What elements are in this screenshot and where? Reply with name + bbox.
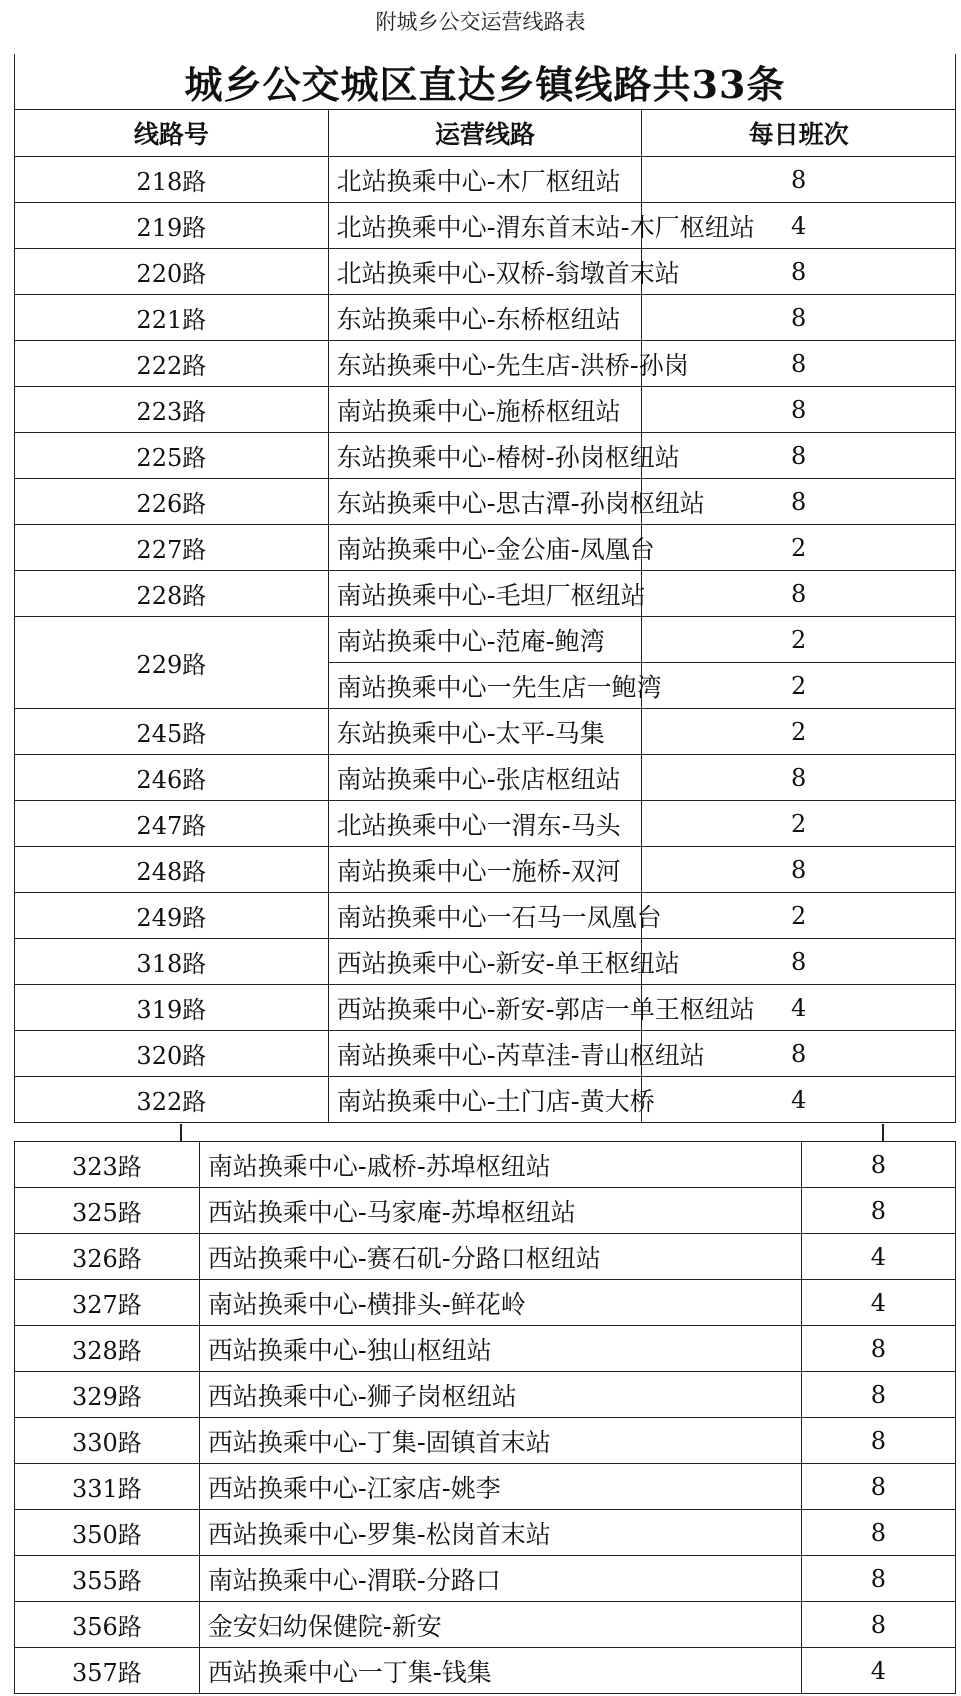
daily-trips: 8 bbox=[801, 1510, 955, 1556]
route-stops: 东站换乘中心-东桥枢纽站 bbox=[328, 295, 642, 341]
route-stops: 南站换乘中心一石马一凤凰台 bbox=[328, 893, 642, 939]
route-number: 327路 bbox=[15, 1280, 200, 1326]
daily-trips: 4 bbox=[801, 1648, 955, 1694]
table-row bbox=[15, 1510, 956, 1556]
table-row bbox=[15, 1142, 956, 1188]
table-row bbox=[15, 1418, 956, 1464]
route-stops: 西站换乘中心-独山枢纽站 bbox=[199, 1326, 801, 1372]
route-number: 350路 bbox=[15, 1510, 200, 1556]
route-number: 220路 bbox=[15, 249, 329, 295]
route-stops: 北站换乘中心-木厂枢纽站 bbox=[328, 157, 642, 203]
table-row bbox=[15, 295, 956, 341]
table-row bbox=[15, 341, 956, 387]
route-stops: 南站换乘中心-芮草洼-青山枢纽站 bbox=[328, 1031, 642, 1077]
daily-trips: 8 bbox=[642, 939, 956, 985]
daily-trips: 8 bbox=[642, 571, 956, 617]
route-stops: 西站换乘中心-新安-郭店一单王枢纽站 bbox=[328, 985, 642, 1031]
daily-trips: 8 bbox=[801, 1556, 955, 1602]
route-stops: 南站换乘中心-土门店-黄大桥 bbox=[328, 1077, 642, 1123]
daily-trips: 4 bbox=[642, 203, 956, 249]
table-row bbox=[15, 801, 956, 847]
table-row bbox=[15, 479, 956, 525]
route-number: 357路 bbox=[15, 1648, 200, 1694]
route-number: 356路 bbox=[15, 1602, 200, 1648]
route-stops: 南站换乘中心-毛坦厂枢纽站 bbox=[328, 571, 642, 617]
table-row bbox=[15, 1077, 956, 1123]
bus-route-table bbox=[14, 54, 956, 1123]
route-number: 325路 bbox=[15, 1188, 200, 1234]
route-stops: 南站换乘中心-金公庙-凤凰台 bbox=[328, 525, 642, 571]
route-stops: 金安妇幼保健院-新安 bbox=[199, 1602, 801, 1648]
route-number: 219路 bbox=[15, 203, 329, 249]
daily-trips: 2 bbox=[642, 663, 956, 709]
daily-trips: 8 bbox=[642, 387, 956, 433]
daily-trips: 8 bbox=[801, 1326, 955, 1372]
route-stops: 南站换乘中心一先生店一鲍湾 bbox=[328, 663, 642, 709]
header-daily-trips: 每日班次 bbox=[642, 110, 956, 157]
table-row bbox=[15, 157, 956, 203]
header-route-no: 线路号 bbox=[15, 110, 329, 157]
route-number: 221路 bbox=[15, 295, 329, 341]
table-row bbox=[15, 1280, 956, 1326]
table-row bbox=[15, 1372, 956, 1418]
table-title: 城乡公交城区直达乡镇线路共33条 bbox=[15, 54, 956, 110]
daily-trips: 2 bbox=[642, 893, 956, 939]
table-row bbox=[15, 1556, 956, 1602]
daily-trips: 4 bbox=[801, 1280, 955, 1326]
route-stops: 西站换乘中心-罗集-松岗首末站 bbox=[199, 1510, 801, 1556]
route-number: 218路 bbox=[15, 157, 329, 203]
daily-trips: 8 bbox=[642, 1031, 956, 1077]
daily-trips: 2 bbox=[642, 709, 956, 755]
route-stops: 西站换乘中心一丁集-钱集 bbox=[199, 1648, 801, 1694]
route-stops: 西站换乘中心-赛石矶-分路口枢纽站 bbox=[199, 1234, 801, 1280]
route-stops: 东站换乘中心-先生店-洪桥-孙岗 bbox=[328, 341, 642, 387]
page-caption: 附城乡公交运营线路表 bbox=[375, 10, 586, 34]
daily-trips: 8 bbox=[801, 1464, 955, 1510]
table-row bbox=[15, 939, 956, 985]
route-stops: 东站换乘中心-思古潭-孙岗枢纽站 bbox=[328, 479, 642, 525]
daily-trips: 4 bbox=[801, 1234, 955, 1280]
daily-trips: 2 bbox=[642, 801, 956, 847]
daily-trips: 8 bbox=[642, 847, 956, 893]
table-row bbox=[15, 1648, 956, 1694]
route-number: 320路 bbox=[15, 1031, 329, 1077]
route-number: 322路 bbox=[15, 1077, 329, 1123]
route-stops: 南站换乘中心-横排头-鲜花岭 bbox=[199, 1280, 801, 1326]
table-edge-mark bbox=[180, 1124, 182, 1142]
route-stops: 南站换乘中心-戚桥-苏埠枢纽站 bbox=[199, 1142, 801, 1188]
daily-trips: 8 bbox=[801, 1418, 955, 1464]
route-stops: 北站换乘中心一渭东-马头 bbox=[328, 801, 642, 847]
daily-trips: 4 bbox=[642, 985, 956, 1031]
table-row bbox=[15, 985, 956, 1031]
route-stops: 西站换乘中心-丁集-固镇首末站 bbox=[199, 1418, 801, 1464]
route-number: 247路 bbox=[15, 801, 329, 847]
route-number: 246路 bbox=[15, 755, 329, 801]
route-stops: 南站换乘中心-范庵-鲍湾 bbox=[328, 617, 642, 663]
daily-trips: 8 bbox=[642, 755, 956, 801]
route-stops: 北站换乘中心-双桥-翁墩首末站 bbox=[328, 249, 642, 295]
route-stops: 东站换乘中心-太平-马集 bbox=[328, 709, 642, 755]
daily-trips: 8 bbox=[642, 295, 956, 341]
table-row bbox=[15, 1464, 956, 1510]
table-row bbox=[15, 1326, 956, 1372]
route-number: 248路 bbox=[15, 847, 329, 893]
header-route: 运营线路 bbox=[328, 110, 642, 157]
daily-trips: 8 bbox=[801, 1372, 955, 1418]
route-number: 245路 bbox=[15, 709, 329, 755]
daily-trips: 8 bbox=[801, 1602, 955, 1648]
route-number: 225路 bbox=[15, 433, 329, 479]
table-row bbox=[15, 571, 956, 617]
table-row bbox=[15, 709, 956, 755]
daily-trips: 2 bbox=[642, 525, 956, 571]
route-stops: 西站换乘中心-马家庵-苏埠枢纽站 bbox=[199, 1188, 801, 1234]
table-row bbox=[15, 1234, 956, 1280]
route-number: 318路 bbox=[15, 939, 329, 985]
table-edge-mark bbox=[882, 1124, 884, 1142]
route-number: 249路 bbox=[15, 893, 329, 939]
route-stops: 北站换乘中心-渭东首末站-木厂枢纽站 bbox=[328, 203, 642, 249]
route-number: 329路 bbox=[15, 1372, 200, 1418]
daily-trips: 2 bbox=[642, 617, 956, 663]
daily-trips: 8 bbox=[801, 1142, 955, 1188]
route-stops: 东站换乘中心-椿树-孙岗枢纽站 bbox=[328, 433, 642, 479]
table-row bbox=[15, 203, 956, 249]
route-number: 331路 bbox=[15, 1464, 200, 1510]
route-number: 223路 bbox=[15, 387, 329, 433]
route-number: 228路 bbox=[15, 571, 329, 617]
route-number: 222路 bbox=[15, 341, 329, 387]
table-row bbox=[15, 433, 956, 479]
daily-trips: 8 bbox=[642, 341, 956, 387]
route-stops: 西站换乘中心-新安-单王枢纽站 bbox=[328, 939, 642, 985]
route-stops: 西站换乘中心-狮子岗枢纽站 bbox=[199, 1372, 801, 1418]
table-row bbox=[15, 387, 956, 433]
table-row bbox=[15, 847, 956, 893]
route-number: 319路 bbox=[15, 985, 329, 1031]
route-stops: 南站换乘中心一施桥-双河 bbox=[328, 847, 642, 893]
daily-trips: 8 bbox=[801, 1188, 955, 1234]
route-number: 229路 bbox=[15, 617, 329, 709]
route-number: 330路 bbox=[15, 1418, 200, 1464]
table-row bbox=[15, 1602, 956, 1648]
route-stops: 南站换乘中心-渭联-分路口 bbox=[199, 1556, 801, 1602]
daily-trips: 4 bbox=[642, 1077, 956, 1123]
table-row bbox=[15, 249, 956, 295]
route-number: 323路 bbox=[15, 1142, 200, 1188]
table-row bbox=[15, 1188, 956, 1234]
route-stops: 南站换乘中心-张店枢纽站 bbox=[328, 755, 642, 801]
bus-route-table-continued bbox=[14, 1141, 956, 1694]
table-row bbox=[15, 617, 956, 663]
table-row bbox=[15, 755, 956, 801]
daily-trips: 8 bbox=[642, 433, 956, 479]
daily-trips: 8 bbox=[642, 249, 956, 295]
table-row bbox=[15, 1031, 956, 1077]
route-stops: 西站换乘中心-江家店-姚李 bbox=[199, 1464, 801, 1510]
daily-trips: 8 bbox=[642, 479, 956, 525]
route-number: 227路 bbox=[15, 525, 329, 571]
table-row bbox=[15, 893, 956, 939]
route-number: 328路 bbox=[15, 1326, 200, 1372]
daily-trips: 8 bbox=[642, 157, 956, 203]
table-row bbox=[15, 525, 956, 571]
route-stops: 南站换乘中心-施桥枢纽站 bbox=[328, 387, 642, 433]
route-number: 226路 bbox=[15, 479, 329, 525]
route-number: 355路 bbox=[15, 1556, 200, 1602]
route-number: 326路 bbox=[15, 1234, 200, 1280]
